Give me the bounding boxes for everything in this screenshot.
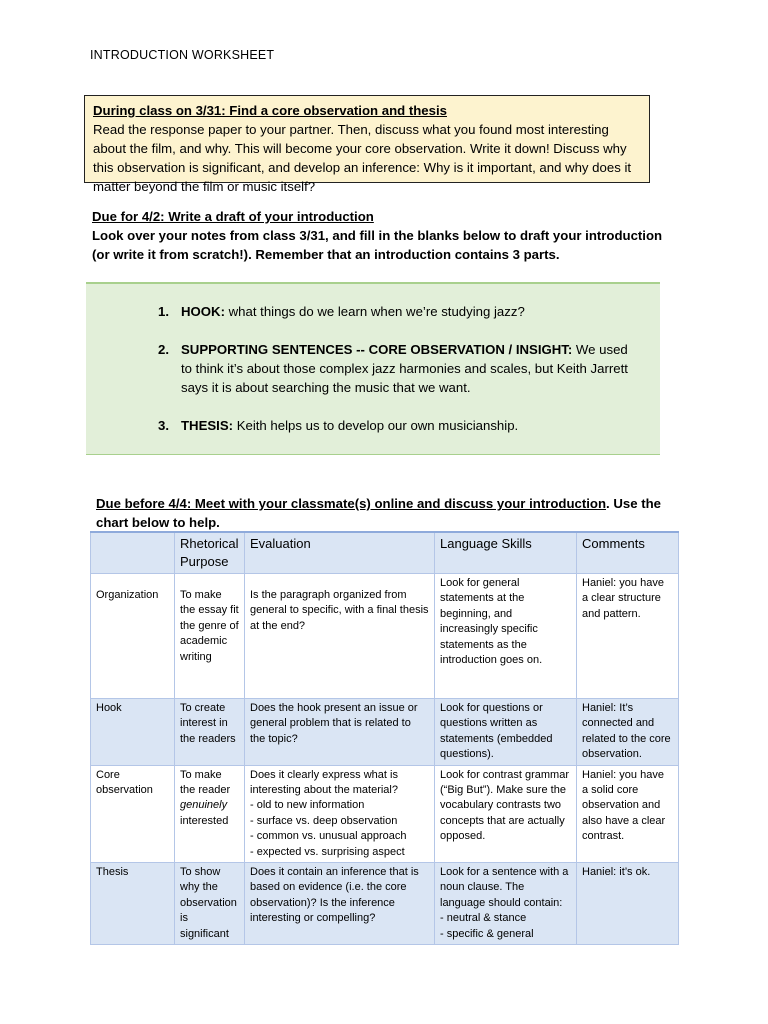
class-activity-box: [84, 95, 650, 194]
row-category: Core observation: [91, 765, 175, 862]
part-label: SUPPORTING SENTENCES -- CORE OBSERVATION / INSIGHT:: [181, 342, 573, 357]
header-blank: [91, 532, 175, 574]
row-comments: Haniel: it’s ok.: [577, 863, 679, 945]
part-number: 2.: [158, 342, 169, 357]
introduction-parts-list: [158, 302, 628, 454]
row-category: Organization: [91, 574, 175, 699]
row-category: Thesis: [91, 863, 175, 945]
row-comments: Haniel: you have a solid core observation and also have a clear contrast.: [577, 765, 679, 862]
row-comments: Haniel: you have a clear structure and pattern.: [577, 574, 679, 699]
row-language: Look for questions or questions written as statements (embedded questions).: [435, 699, 577, 766]
draft-assignment-heading: Due for 4/2: Write a draft of your introduction: [92, 209, 374, 224]
evaluation-question: Does it clearly express what is interesting about the material?: [250, 768, 398, 797]
row-comments: Haniel: It’s connected and related to the core observation.: [577, 699, 679, 766]
part-text: what things do we learn when we’re studying jazz?: [224, 304, 525, 319]
evaluation-item: - expected vs. surprising aspect: [250, 845, 405, 858]
header-evaluation: Evaluation: [245, 532, 435, 574]
introduction-parts-box: [86, 282, 660, 455]
header-rhetorical-purpose: Rhetorical Purpose: [175, 532, 245, 574]
draft-assignment-body: Look over your notes from class 3/31, and fill in the blanks below to draft your introduction (or write it from scratch!). Remember that an introduction contains 3 parts.: [92, 228, 663, 262]
language-item: - neutral & stance: [440, 912, 527, 925]
row-language: Look for contrast grammar (“Big But”). Make sure the vocabulary contrasts two concepts that are actually opposed.: [435, 765, 577, 862]
header-comments: Comments: [577, 532, 679, 574]
table-row: [91, 765, 679, 862]
purpose-text: interested: [180, 814, 229, 827]
meeting-assignment-heading: Due before 4/4: Meet with your classmate(s) online and discuss your introduction: [96, 496, 607, 511]
evaluation-item: - surface vs. deep observation: [250, 814, 398, 827]
row-language: Look for general statements at the beginning, and increasingly specific statements as the introduction goes on.: [435, 574, 577, 699]
language-text: Look for a sentence with a noun clause. The language should contain:: [440, 866, 569, 909]
row-evaluation: Does it contain an inference that is based on evidence (i.e. the core observation)? Is the inference interesting or compelling?: [245, 863, 435, 945]
row-evaluation: Does the hook present an issue or general problem that is related to the topic?: [245, 699, 435, 766]
part-label: THESIS:: [181, 418, 234, 433]
header-language-skills: Language Skills: [435, 532, 577, 574]
part-supporting: [158, 340, 628, 397]
part-number: 3.: [158, 418, 169, 433]
row-evaluation: [245, 765, 435, 862]
part-label: HOOK:: [181, 304, 225, 319]
row-language: [435, 863, 577, 945]
evaluation-chart: [90, 531, 679, 945]
evaluation-item: - common vs. unusual approach: [250, 830, 407, 843]
page-title: INTRODUCTION WORKSHEET: [90, 48, 275, 62]
row-purpose: [175, 765, 245, 862]
part-text: We used to think it’s about those complex jazz harmonies and scales, but Keith Jarrett says it is about searching the music that we want.: [181, 342, 628, 395]
meeting-assignment-body: . Use the chart below to help.: [96, 496, 661, 530]
part-hook: [158, 302, 628, 321]
purpose-emphasis: genuinely: [180, 799, 228, 812]
table-row: [91, 574, 679, 699]
meeting-assignment: [96, 494, 676, 532]
row-purpose: To create interest in the readers: [175, 699, 245, 766]
class-activity-heading: During class on 3/31: Find a core observation and thesis: [93, 103, 447, 118]
part-thesis: [158, 416, 628, 435]
part-number: 1.: [158, 304, 169, 319]
table-row: [91, 699, 679, 766]
chart-header-row: [91, 532, 679, 574]
row-purpose: To make the essay fit the genre of academic writing: [175, 574, 245, 699]
row-category: Hook: [91, 699, 175, 766]
draft-assignment: [92, 207, 672, 264]
class-activity-body: Read the response paper to your partner. Then, discuss what you found most interesting about the film, and why. This will become your core observation. Write it down! Discuss why this observation is significant, and develop an inference: Why is it important, and why does it matter beyond the film or music itself?: [93, 122, 632, 194]
row-purpose: To show why the observation is significant: [175, 863, 245, 945]
language-item: - specific & general: [440, 927, 534, 940]
row-evaluation: Is the paragraph organized from general to specific, with a final thesis at the end?: [245, 574, 435, 699]
table-row: [91, 863, 679, 945]
part-text: Keith helps us to develop our own musicianship.: [233, 418, 519, 433]
evaluation-item: - old to new information: [250, 799, 365, 812]
purpose-text: To make the reader: [180, 768, 231, 797]
